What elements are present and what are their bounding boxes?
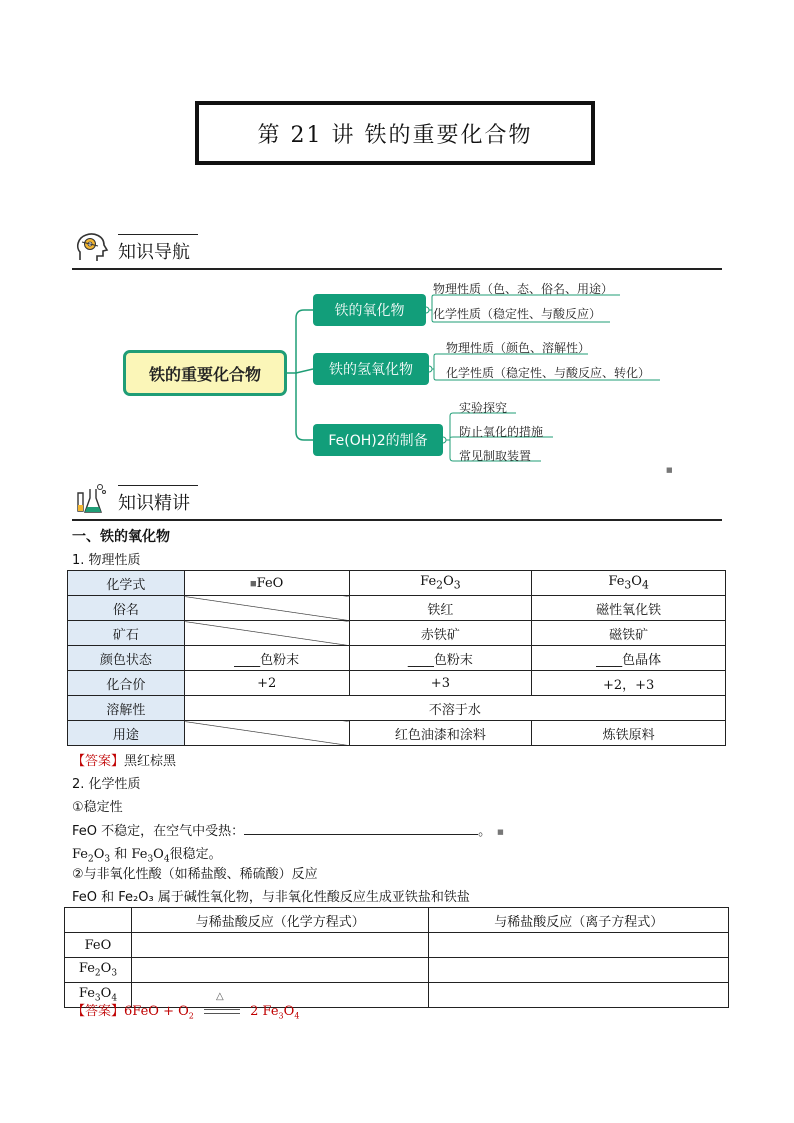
answer-equation: $6FeO + O_2$ [124,1004,194,1021]
physical-properties-table [67,570,726,746]
mindmap-leaf: 常见制取装置 [459,449,532,463]
answer-cell[interactable] [429,983,729,1008]
mindmap-leaf: 化学性质（稳定性、与酸反应、转化） [446,366,651,380]
table-row [68,671,726,696]
row-label: 用途 [68,721,185,746]
equation-arrow [204,990,240,1017]
table-cell: 铁红 [349,596,532,621]
mindmap-node-preparation: Fe(OH)2的制备 [313,424,443,456]
mindmap [120,280,680,470]
table-cell: 不溶于水 [184,696,725,721]
subheading-physical: 1. 物理性质 [72,553,141,568]
table-row [65,933,729,958]
table-row [68,646,726,671]
row-label: 溶解性 [68,696,185,721]
table-header-fe3o4: $Fe_3O_4$ [532,571,726,596]
answer-line-2 [72,990,300,1021]
heading-oxides: 一、铁的氧化物 [72,529,170,545]
acid-reaction-table [64,907,729,1008]
subheading-chemical: 2. 化学性质 [72,777,141,792]
paragraph-stable: $Fe_2O_3$ 和 $Fe_3O_4$很稳定。 [72,847,222,865]
table-header-feo: ■FeO [184,571,349,596]
mindmap-node-hydroxides: 铁的氢氧化物 [313,353,429,385]
mindmap-leaf: 实验探究 [459,401,508,415]
table-row [68,721,726,746]
section-header-lecture [72,485,722,521]
table-row [68,596,726,621]
row-label: 俗名 [68,596,185,621]
mindmap-leaf: 物理性质（颜色、溶解性） [446,341,591,355]
row-label: 矿石 [68,621,185,646]
paragraph-acid: ②与非氧化性酸（如稀盐酸、稀硫酸）反应 [72,867,318,882]
section-title: 知识导航 [118,242,190,263]
table-row [68,696,726,721]
formula-fe3o4: $Fe_3O_4$ [131,847,170,865]
paragraph-basic-oxide: FeO 和 Fe₂O₃ 属于碱性氧化物，与非氧化性酸反应生成亚铁盐和铁盐 [72,890,470,905]
table-header-fe2o3: $Fe_2O_3$ [349,571,532,596]
row-label: $Fe_2O_3$ [65,958,132,983]
section-title: 知识精讲 [118,493,190,514]
marker-icon: ■ [497,827,504,836]
table-cell: 赤铁矿 [349,621,532,646]
text: 2 Fe [250,1004,279,1019]
section-header-navigation [72,234,722,270]
table-cell: +2，+3 [532,671,726,696]
answer-text: 黑红棕黑 [124,754,177,769]
table-row [68,621,726,646]
table-header: 化学式 [68,571,185,596]
table-cell: ____色粉末 [349,646,532,671]
answer-tag: 【答案】 [72,754,125,769]
table-row [65,958,729,983]
page-title: 第 21 讲 铁的重要化合物 [195,101,595,165]
table-cell: +2 [184,671,349,696]
mindmap-leaf: 化学性质（稳定性、与酸反应） [433,307,602,321]
mindmap-node-oxides: 铁的氧化物 [313,294,426,326]
answer-cell[interactable] [429,958,729,983]
head-gear-icon [74,230,110,266]
answer-cell[interactable] [131,933,429,958]
mindmap-root: 铁的重要化合物 [123,350,287,396]
text: 很稳定。 [169,847,222,862]
text: 。 [478,824,492,839]
row-label: 颜色状态 [68,646,185,671]
heat-symbol: △ [216,990,224,1002]
table-cell: 磁铁矿 [532,621,726,646]
table-header: 与稀盐酸反应（化学方程式） [131,908,429,933]
paragraph-stability: ①稳定性 [72,800,123,815]
row-label: 化合价 [68,671,185,696]
marker-icon: ■ [666,466,673,474]
empty-cell [184,721,349,746]
marker-icon: ■ [250,579,257,587]
mindmap-leaf: 物理性质（色、态、俗名、用途） [433,282,614,296]
table-cell: ____色粉末 [184,646,349,671]
answer-cell[interactable] [131,958,429,983]
blank-line [244,824,478,835]
paragraph-feo-unstable [72,820,504,839]
table-cell: 炼铁原料 [532,721,726,746]
row-label: FeO [65,933,132,958]
table-cell: 红色油漆和涂料 [349,721,532,746]
mindmap-leaf: 防止氧化的措施 [459,425,544,439]
table-header: 与稀盐酸反应（离子方程式） [429,908,729,933]
text: 6FeO + O [124,1004,189,1019]
answer-product: 2 $Fe_3O_4$ [250,1004,300,1021]
text: FeO 不稳定，在空气中受热： [72,824,245,839]
answer-cell[interactable] [429,933,729,958]
answer-tag: 【答案】 [72,1004,125,1019]
empty-cell [184,621,349,646]
answer-line [72,750,176,769]
formula-fe2o3: $Fe_2O_3$ [72,847,111,865]
table-cell: +3 [349,671,532,696]
table-cell: 磁性氧化铁 [532,596,726,621]
empty-cell [184,596,349,621]
flask-icon [74,481,110,517]
row-label: $Fe_3O_4$ [65,983,132,1008]
table-cell: ____色晶体 [532,646,726,671]
table-header [65,908,132,933]
